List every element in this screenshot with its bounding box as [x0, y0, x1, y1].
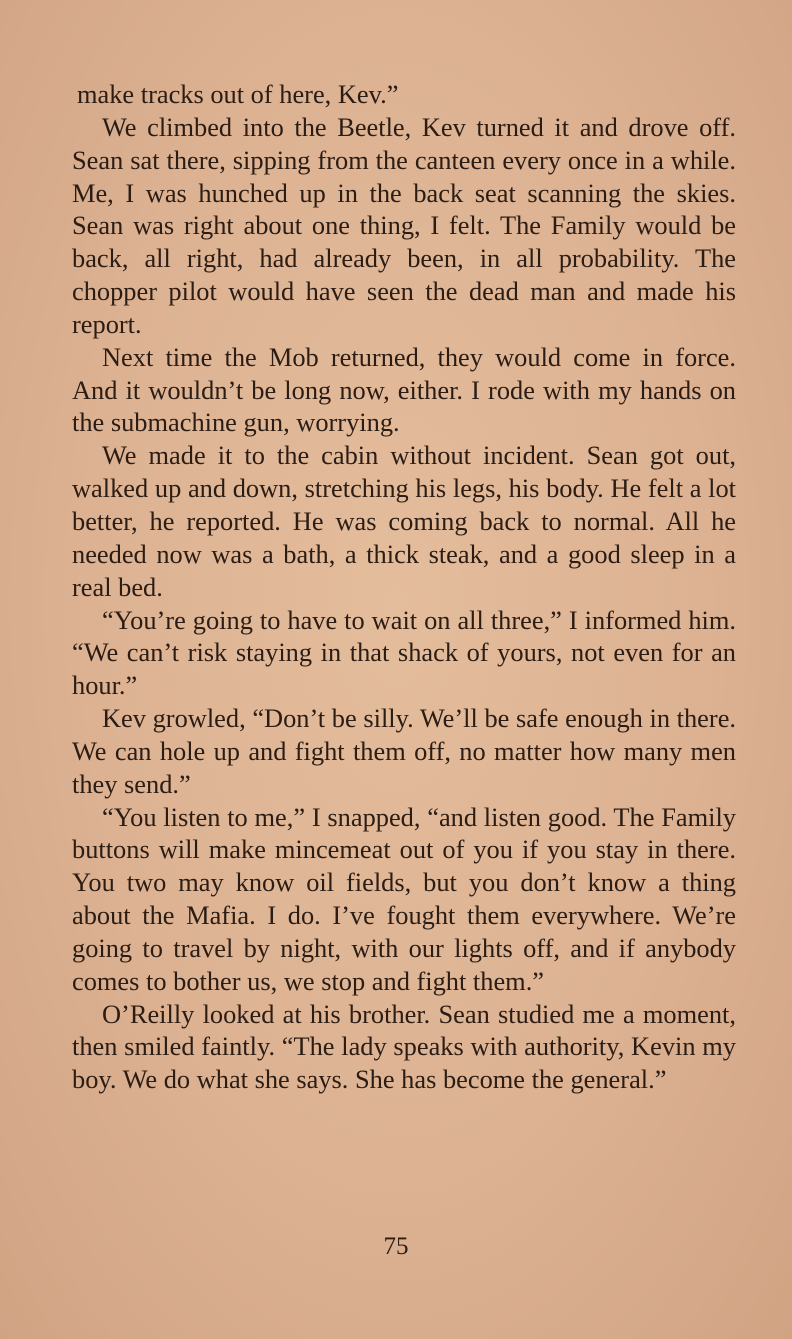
- paragraph: We made it to the cabin without incident. Sean got out, walked up and down, stretching his legs, his body. He felt a lot better, he reported. He was coming back to normal. All he needed now was a bath, a thick steak, and a good sleep in a real bed.: [72, 440, 736, 602]
- paragraph: We climbed into the Beetle, Kev turned it and drove off. Sean sat there, sipping from the canteen every once in a while. Me, I was hunched up in the back seat scanning the skies. Sean was right about one thing, I felt. The Family would be back, all right, had already been, in all probability. The chopper pilot would have seen the dead man and made his report.: [72, 111, 736, 339]
- paragraph: Kev growled, “Don’t be silly. We’ll be safe enough in there. We can hole up and fight them off, no matter how many men they send.”: [72, 703, 736, 799]
- paragraph: Next time the Mob returned, they would come in force. And it wouldn’t be long now, either. I rode with my hands on the submachine gun, worrying.: [72, 341, 736, 438]
- page-number: 75: [383, 1233, 409, 1260]
- paragraph: “You listen to me,” I snapped, “and listen good. The Family buttons will make mincemeat out of you if you stay in there. You two may know oil fields, but you don’t know a thing about the Mafia. I do. I’ve fought them everywhere. We’re going to travel by night, with our lights off, and if anybody comes to bother us, we stop and fight them.”: [72, 801, 736, 996]
- body-text: [72, 78, 736, 1096]
- paragraph: O’Reilly looked at his brother. Sean studied me a moment, then smiled faintly. “The lady speaks with authority, Kevin my boy. We do what she says. She has become the general.”: [72, 998, 736, 1095]
- paragraph-continued: make tracks out of here, Kev.”: [77, 79, 399, 109]
- paragraph: “You’re going to have to wait on all three,” I informed him. “We can’t risk staying in that shack of yours, not even for an hour.”: [72, 604, 736, 701]
